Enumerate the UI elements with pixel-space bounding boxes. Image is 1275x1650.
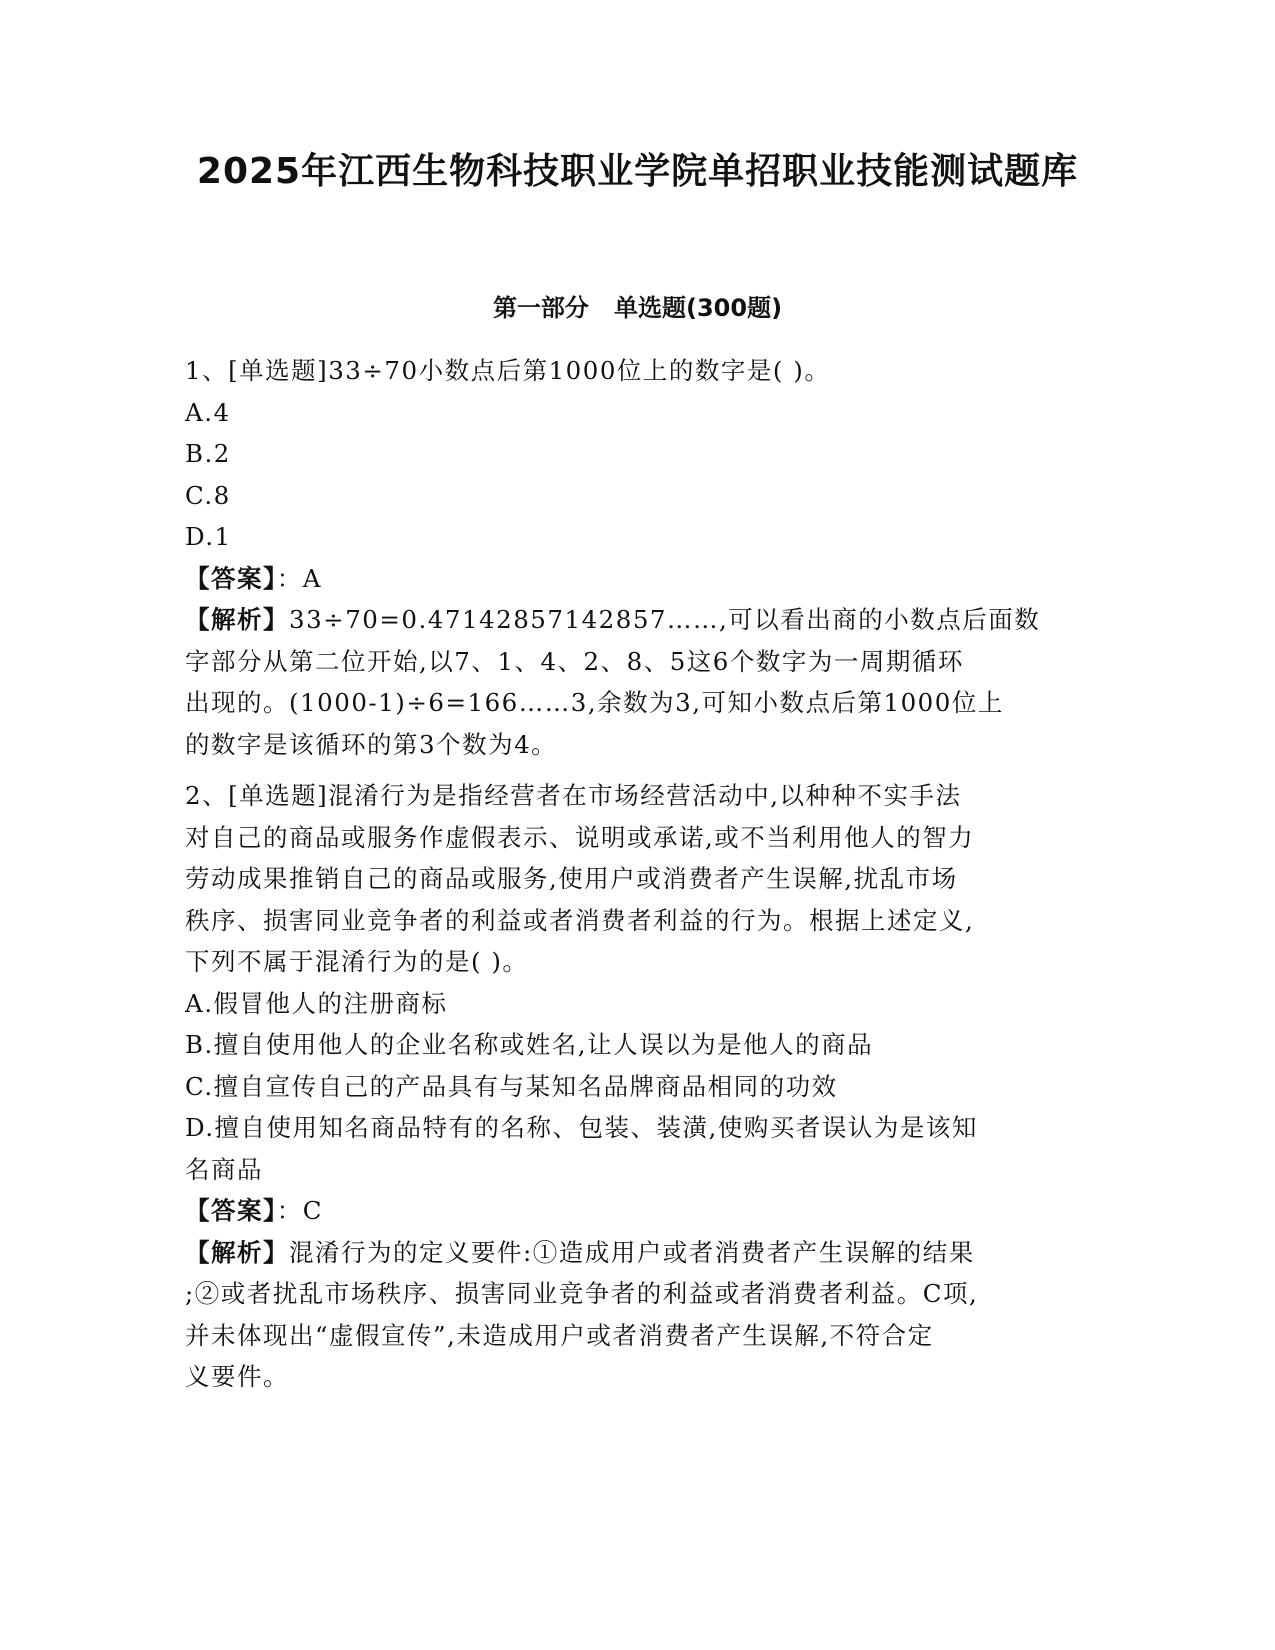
analysis-text: 出现的。(1000-1)÷6=166……3,余数为3,可知小数点后第1000位上 — [185, 688, 1004, 717]
question-stem: 秩序、损害同业竞争者的利益或者消费者利益的行为。根据上述定义, — [185, 905, 975, 935]
question-stem: 2、[单选题]混淆行为是指经营者在市场经营活动中,以种种不实手法 — [185, 781, 962, 810]
analysis-text: 混淆行为的定义要件:①造成用户或者消费者产生误解的结果 — [289, 1237, 975, 1267]
option-a: A.4 — [185, 397, 231, 427]
analysis-text: 义要件。 — [185, 1362, 289, 1391]
question-stem: 对自己的商品或服务作虚假表示、说明或承诺,或不当利用他人的智力 — [185, 822, 975, 852]
answer-value: ：C — [276, 1196, 323, 1225]
answer-value: ：A — [276, 563, 322, 593]
question-stem: 劳动成果推销自己的商品或服务,使用户或消费者产生误解,扰乱市场 — [185, 864, 958, 893]
analysis-text: ;②或者扰乱市场秩序、损害同业竞争者的利益或者消费者利益。C项, — [185, 1279, 979, 1308]
analysis-label: 【解析】 — [185, 605, 289, 634]
question-list — [185, 350, 1085, 1398]
analysis-text: 的数字是该循环的第3个数为4。 — [185, 729, 558, 759]
analysis-text: 并未体现出“虚假宣传”,未造成用户或者消费者产生误解,不符合定 — [185, 1320, 934, 1350]
option-b: B.擅自使用他人的企业名称或姓名,让人误以为是他人的商品 — [185, 1030, 874, 1059]
option-d: D.擅自使用知名商品特有的名称、包装、装潢,使购买者误认为是该知 — [185, 1113, 978, 1142]
option-d: D.1 — [185, 522, 232, 551]
question-1 — [185, 350, 1085, 765]
option-c: C.擅自宣传自己的产品具有与某知名品牌商品相同的功效 — [185, 1071, 838, 1101]
question-spacer — [185, 765, 1085, 775]
analysis-text: 33÷70=0.47142857142857……,可以看出商的小数点后面数 — [289, 605, 1041, 634]
answer-line — [185, 558, 1085, 600]
answer-line — [185, 1190, 1085, 1232]
option-c: C.8 — [185, 480, 231, 510]
answer-label: 【答案】 — [185, 1196, 277, 1225]
analysis-line — [185, 1232, 1085, 1274]
option-b: B.2 — [185, 439, 231, 468]
option-d-continued: 名商品 — [185, 1154, 263, 1184]
answer-label: 【答案】 — [185, 563, 277, 593]
analysis-text: 字部分从第二位开始,以7、1、4、2、8、5这6个数字为一周期循环 — [185, 646, 964, 676]
document-title: 2025年江西生物科技职业学院单招职业技能测试题库 — [196, 151, 1079, 192]
question-stem: 1、[单选题]33÷70小数点后第1000位上的数字是( )。 — [185, 356, 831, 385]
analysis-label: 【解析】 — [185, 1237, 289, 1267]
question-stem: 下列不属于混淆行为的是( )。 — [185, 947, 529, 976]
section-title: 第一部分 单选题(300题) — [492, 294, 783, 322]
question-2 — [185, 775, 1085, 1398]
option-a: A.假冒他人的注册商标 — [185, 988, 448, 1018]
analysis-line — [185, 599, 1085, 641]
